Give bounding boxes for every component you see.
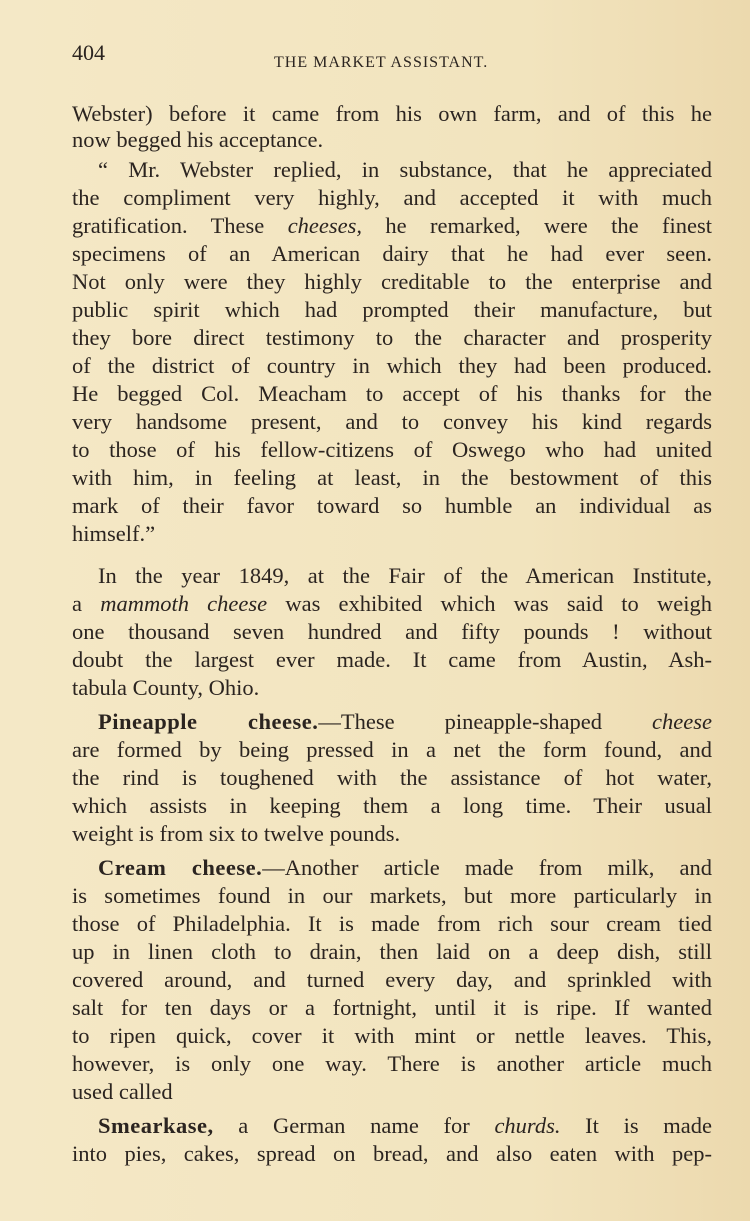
text-segment: specimens of an American dairy that he had ever seen. [72, 241, 712, 266]
section-heading: Smearkase, [98, 1113, 214, 1138]
text-segment: weight is from six to twelve pounds. [72, 821, 401, 846]
text-line [72, 646, 712, 674]
section-heading: Pineapple cheese. [98, 709, 319, 734]
text-segment: doubt the largest ever made. It came from Austin, Ash- [72, 647, 712, 672]
text-segment: was exhibited which was said to weigh [267, 591, 712, 616]
text-line [72, 1078, 712, 1106]
text-segment: He begged Col. Meacham to accept of his thanks for the [72, 381, 712, 406]
text-line [72, 854, 712, 882]
text-line [72, 100, 712, 128]
text-segment: with him, in feeling at least, in the bestowment of this [72, 465, 712, 490]
text-segment: which assists in keeping them a long time. Their usual [72, 793, 712, 818]
section-heading: Cream cheese. [98, 855, 263, 880]
text-line [72, 1140, 712, 1168]
italic-text: cheeses, [287, 213, 363, 238]
text-line [72, 1050, 712, 1078]
text-segment: a German name for [213, 1113, 495, 1138]
text-line [72, 736, 712, 764]
text-line [72, 910, 712, 938]
text-segment: In the year 1849, at the Fair of the American Institute, [98, 563, 712, 588]
italic-text: mammoth cheese [100, 591, 268, 616]
running-title: THE MARKET ASSISTANT. [274, 54, 489, 71]
text-line [72, 994, 712, 1022]
text-line [72, 764, 712, 792]
text-line [72, 436, 712, 464]
text-segment: —These pineapple-shaped [318, 709, 653, 734]
text-line [72, 380, 712, 408]
text-segment: is sometimes found in our markets, but more particularly in [72, 883, 712, 908]
text-segment: public spirit which had prompted their manufacture, but [72, 297, 712, 322]
text-segment: those of Philadelphia. It is made from rich sour cream tied [72, 911, 712, 936]
text-segment: himself.” [72, 521, 156, 546]
text-segment: covered around, and turned every day, and sprinkled with [72, 967, 712, 992]
text-segment: Not only were they highly creditable to the enterprise and [72, 269, 712, 294]
text-segment: to ripen quick, cover it with mint or nettle leaves. This, [72, 1023, 712, 1048]
text-segment: up in linen cloth to drain, then laid on a deep dish, still [72, 939, 712, 964]
italic-text: churds. [494, 1113, 561, 1138]
text-line [72, 590, 712, 618]
text-segment: a [72, 591, 101, 616]
text-line [72, 296, 712, 324]
text-line [72, 792, 712, 820]
text-line [72, 492, 712, 520]
text-segment: very handsome present, and to convey his kind regards [72, 409, 712, 434]
text-line [72, 708, 712, 736]
text-segment: used called [72, 1079, 173, 1104]
text-line [72, 324, 712, 352]
text-segment: into pies, cakes, spread on bread, and also eaten with pep- [72, 1141, 712, 1166]
text-line [72, 618, 712, 646]
italic-text: cheese [652, 709, 712, 734]
page-number: 404 [72, 40, 105, 65]
text-segment: gratification. These [72, 213, 288, 238]
text-line [72, 408, 712, 436]
text-segment: salt for ten days or a fortnight, until it is ripe. If wanted [72, 995, 712, 1020]
text-segment: of the district of country in which they had been produced. [72, 353, 712, 378]
text-line [72, 268, 712, 296]
text-segment: to those of his fellow-citizens of Oswego who had united [72, 437, 712, 462]
text-segment: he remarked, were the finest [362, 213, 712, 238]
text-segment: Webster) before it came from his own farm, and of this he [72, 101, 712, 126]
text-line [72, 938, 712, 966]
text-line [72, 562, 712, 590]
text-line [72, 240, 712, 268]
text-segment: the compliment very highly, and accepted it with much [72, 185, 712, 210]
text-segment: “ Mr. Webster replied, in substance, that he appreciated [98, 157, 712, 182]
text-line [72, 882, 712, 910]
text-line [72, 520, 712, 548]
text-line [72, 212, 712, 240]
text-segment: —Another article made from milk, and [262, 855, 712, 880]
text-segment: tabula County, Ohio. [72, 675, 260, 700]
text-line [72, 464, 712, 492]
text-line [72, 1112, 712, 1140]
text-segment: mark of their favor toward so humble an individual as [72, 493, 712, 518]
text-line [72, 674, 712, 702]
text-segment: now begged his acceptance. [72, 127, 324, 152]
text-line [72, 966, 712, 994]
text-segment: they bore direct testimony to the character and prosperity [72, 325, 712, 350]
text-segment: It is made [560, 1113, 712, 1138]
text-line [72, 184, 712, 212]
text-line [72, 1022, 712, 1050]
text-segment: the rind is toughened with the assistance of hot water, [72, 765, 712, 790]
text-line [72, 820, 712, 848]
text-line [72, 156, 712, 184]
text-segment: however, is only one way. There is another article much [72, 1051, 712, 1076]
text-line [72, 126, 712, 154]
text-line [72, 352, 712, 380]
text-segment: one thousand seven hundred and fifty pounds ! without [72, 619, 712, 644]
text-segment: are formed by being pressed in a net the form found, and [72, 737, 712, 762]
